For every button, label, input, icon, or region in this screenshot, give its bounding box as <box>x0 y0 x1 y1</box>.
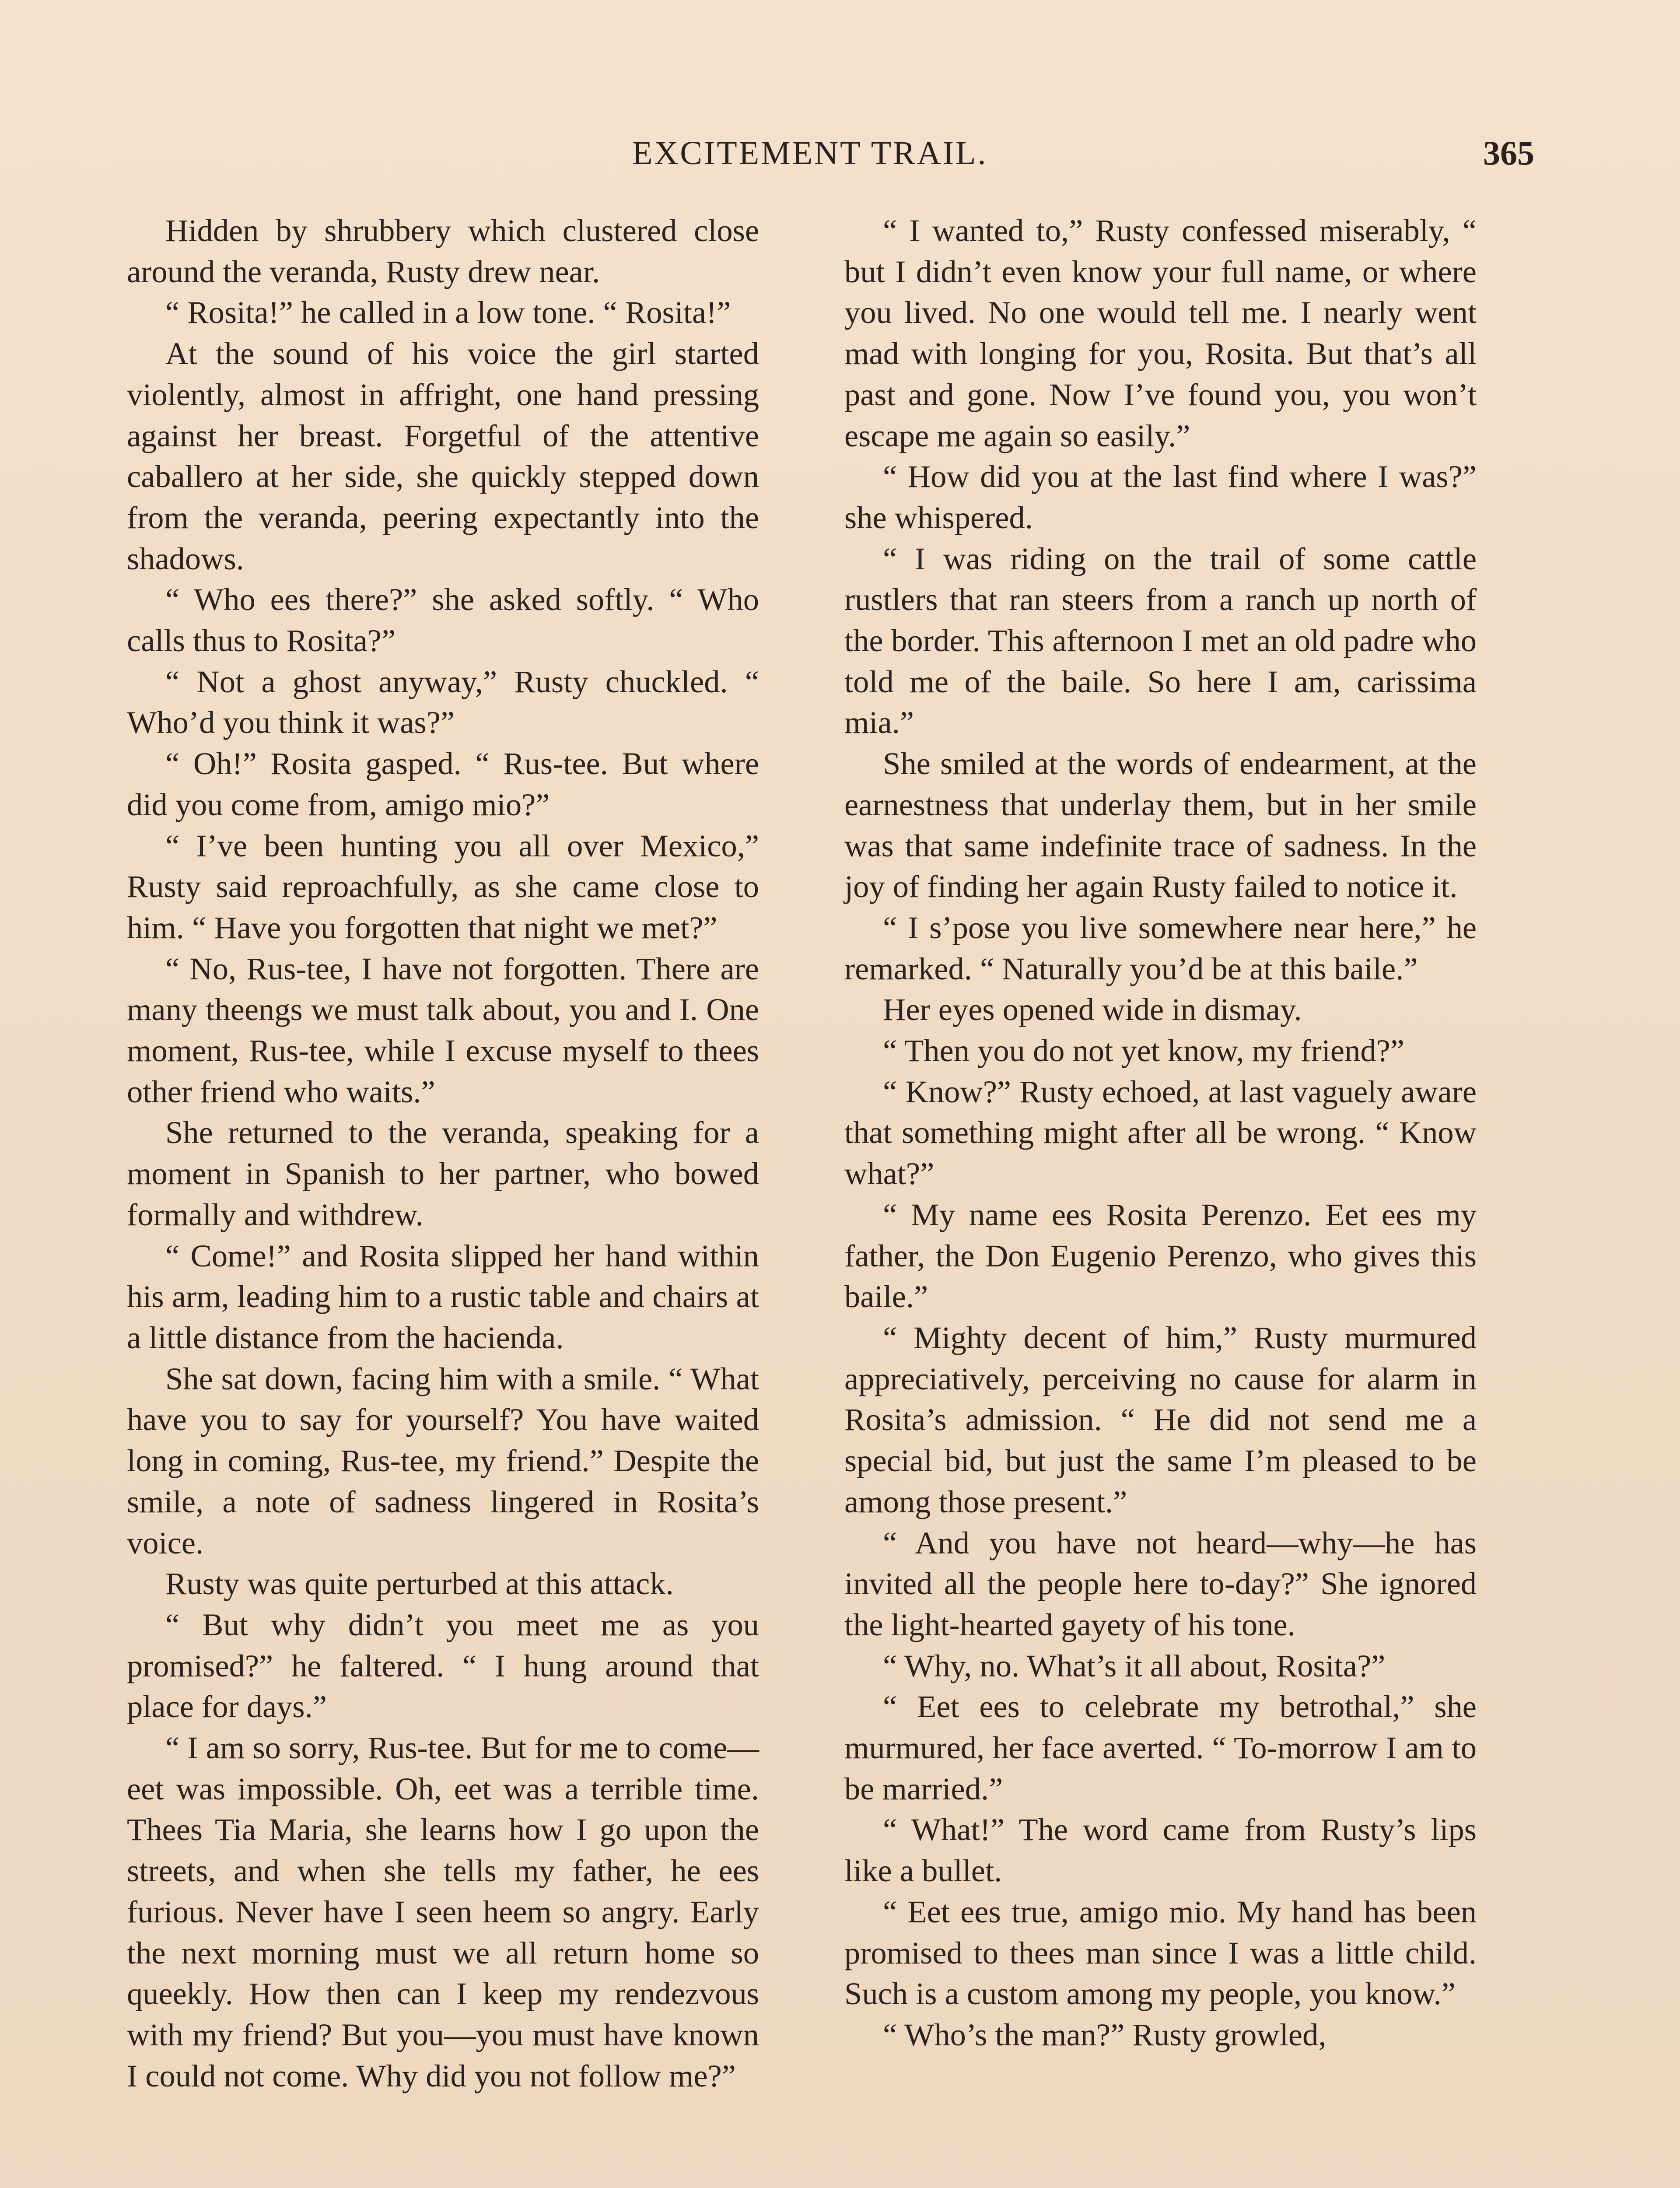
paragraph: “ And you have not heard—why—he has invited all the people here to-day?” She ignored the light-hearted gayety of his tone. <box>844 1525 1477 1642</box>
paragraph: “ I wanted to,” Rusty confessed miserably, “ but I didn’t even know your full name, or where you lived. No one would tell me. I nearly went mad with longing for you, Rosita. But that’s all past and gone. Now I’ve found you, you won’t escape me again so easily.” <box>844 213 1477 453</box>
paragraph: She returned to the veranda, speaking for a moment in Spanish to her partner, who bowed formally and withdrew. <box>127 1115 759 1232</box>
paragraph: At the sound of his voice the girl started violently, almost in affright, one hand pressing against her breast. Forgetful of the attentive caballero at her side, she quickly stepped down from the veranda, peering expectantly into the shadows. <box>127 336 759 576</box>
paragraph: “ My name ees Rosita Perenzo. Eet ees my father, the Don Eugenio Perenzo, who gives this baile.” <box>844 1196 1477 1315</box>
paragraph: “ Who ees there?” she asked softly. “ Who calls thus to Rosita?” <box>127 582 759 659</box>
paragraph: “ I was riding on the trail of some cattle rustlers that ran steers from a ranch up north of the border. This afternoon I met an old padre who told me of the baile. So here I am, carissima mia.” <box>844 540 1477 740</box>
paragraph: She smiled at the words of endearment, at the earnestness that underlay them, but in her smile was that same indefinite trace of sadness. In the joy of finding her again Rusty failed to notice it. <box>844 746 1477 905</box>
paragraph: “ I s’pose you live somewhere near here,” he remarked. “ Naturally you’d be at this baile.” <box>844 909 1477 986</box>
paragraph: “ Come!” and Rosita slipped her hand within his arm, leading him to a rustic table and chairs at a little distance from the hacienda. <box>127 1238 759 1355</box>
running-head: EXCITEMENT TRAIL. <box>632 135 988 172</box>
paragraph: “ Who’s the man?” Rusty growled, <box>883 2016 1326 2052</box>
paragraph: “ Then you do not yet know, my friend?” <box>883 1033 1404 1069</box>
left-column <box>127 210 759 2096</box>
page-header <box>0 131 1680 175</box>
paragraph: “ I am so sorry, Rus-tee. But for me to come—eet was impossible. Oh, eet was a terrible time. Thees Tia Maria, she learns how I go upon the streets, and when she tells my father, he ees furious. Never have I seen heem so angry. Early the next morning must we all return home so queekly. How then can I keep my rendezvous with my friend? But you—you must have known I could not come. Why did you not follow me?” <box>127 1730 759 2093</box>
page-number: 365 <box>1483 134 1534 172</box>
paragraph: Hidden by shrubbery which clustered close around the veranda, Rusty drew near. <box>127 213 759 289</box>
paragraph: “ I’ve been hunting you all over Mexico,” Rusty said reproachfully, as she came close to him. “ Have you forgotten that night we met?” <box>127 828 759 945</box>
paragraph: “ What!” The word came from Rusty’s lips like a bullet. <box>844 1812 1477 1889</box>
paragraph: “ How did you at the last find where I was?” she whispered. <box>844 459 1477 535</box>
paragraph: “ No, Rus-tee, I have not forgotten. There are many theengs we must talk about, you and I. One moment, Rus-tee, while I excuse myself to thees other friend who waits.” <box>127 950 759 1109</box>
paragraph: “ Eet ees to celebrate my betrothal,” she murmured, her face averted. “ To-morrow I am to be married.” <box>844 1689 1477 1806</box>
paragraph: “ Rosita!” he called in a low tone. “ Rosita!” <box>165 295 731 330</box>
paragraph: Her eyes opened wide in dismay. <box>883 992 1302 1027</box>
paragraph: “ Mighty decent of him,” Rusty murmured appreciatively, perceiving no cause for alarm in Rosita’s admission. “ He did not send me a special bid, but just the same I’m pleased to be among those present.” <box>844 1319 1477 1519</box>
paragraph: “ Oh!” Rosita gasped. “ Rus-tee. But where did you come from, amigo mio?” <box>127 746 759 822</box>
paragraph: “ Know?” Rusty echoed, at last vaguely aware that something might after all be wrong. “ Know what?” <box>844 1073 1477 1192</box>
paragraph: She sat down, facing him with a smile. “ What have you to say for yourself? You have waited long in coming, Rus-tee, my friend.” Despite the smile, a note of sadness lingered in Rosita’s voice. <box>127 1360 759 1560</box>
paragraph: “ Eet ees true, amigo mio. My hand has been promised to thees man since I was a little child. Such is a custom among my people, you know.” <box>844 1893 1477 2012</box>
paragraph: “ Why, no. What’s it all about, Rosita?” <box>883 1648 1386 1683</box>
right-column <box>844 210 1477 2055</box>
paragraph: “ Not a ghost anyway,” Rusty chuckled. “ Who’d you think it was?” <box>127 663 759 740</box>
paragraph: Rusty was quite perturbed at this attack. <box>165 1566 674 1602</box>
paragraph: “ But why didn’t you meet me as you promised?” he faltered. “ I hung around that place for days.” <box>127 1606 759 1725</box>
